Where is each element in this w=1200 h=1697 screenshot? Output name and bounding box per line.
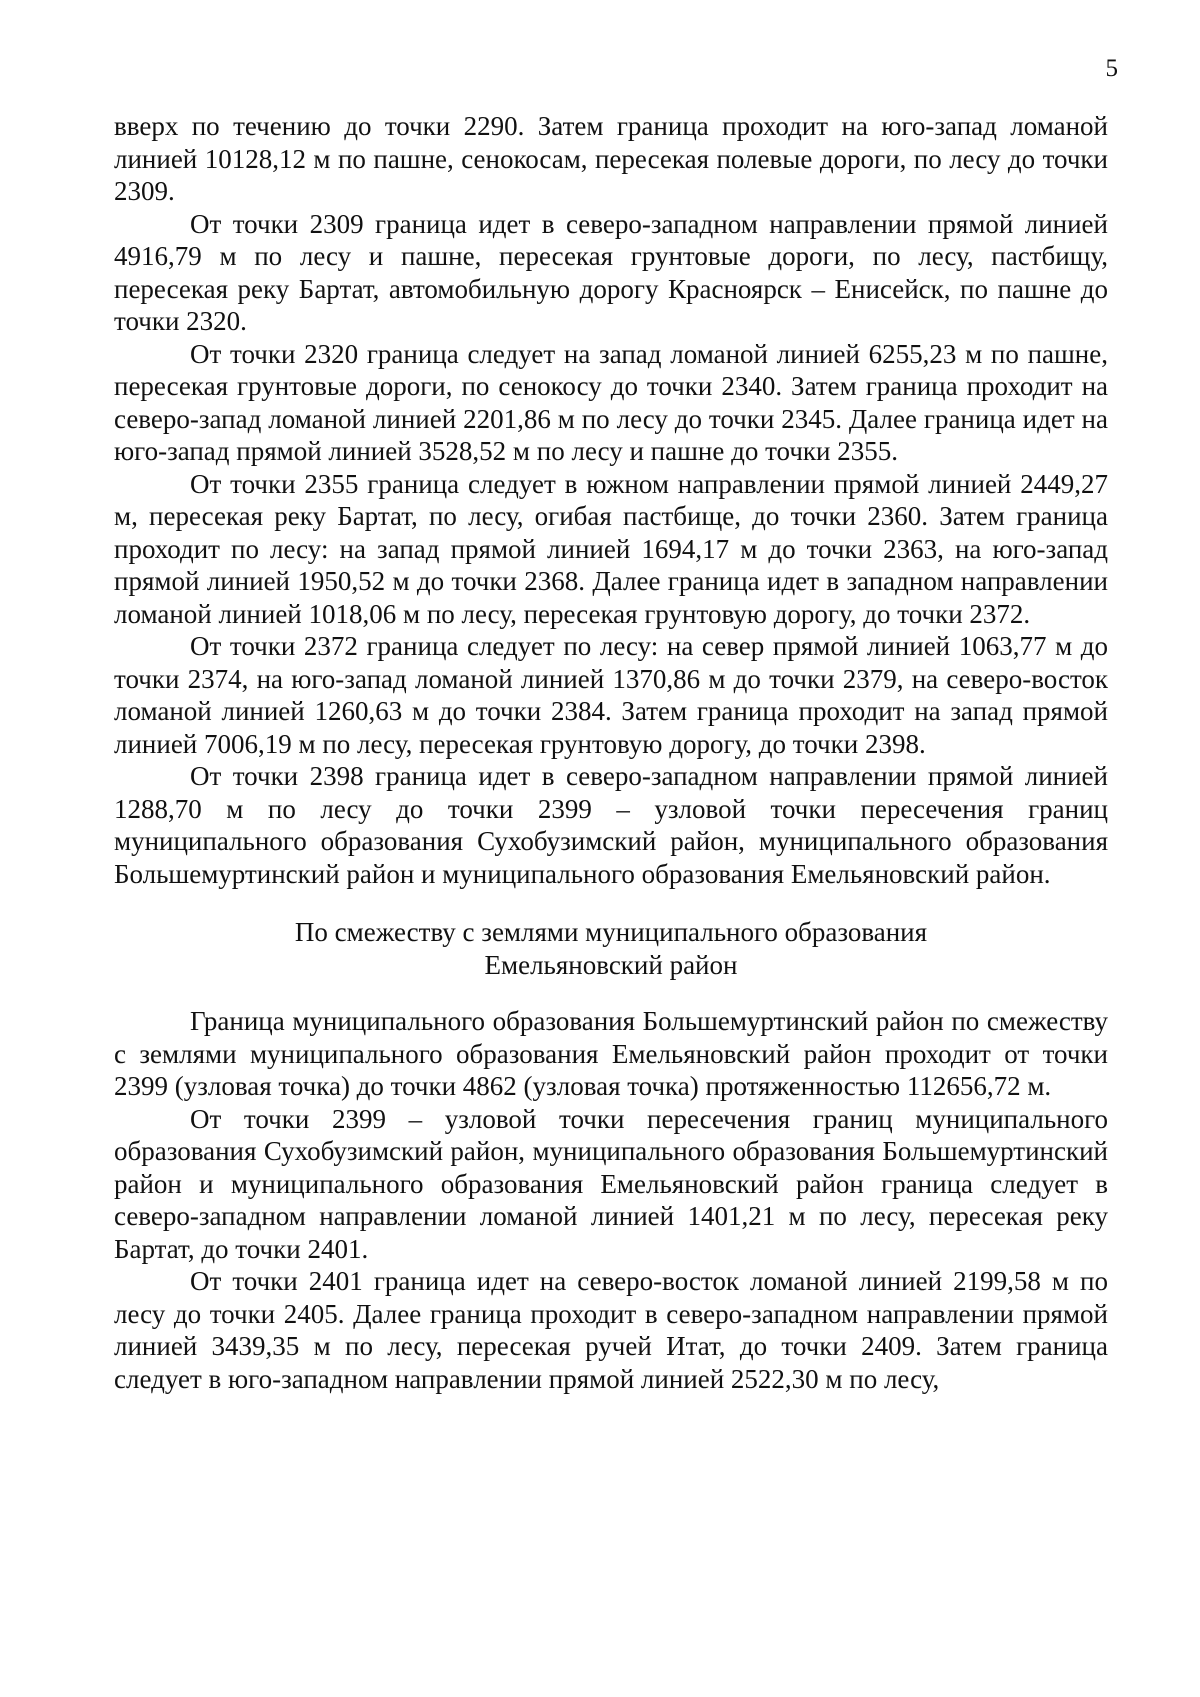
paragraph-point-2309: От точки 2309 граница идет в северо-западном направлении прямой линией 4916,79 м по лесу и пашне, пересекая грунтовые дороги, по лесу, пастбищу, пересекая реку Бартат, автомобильную дорогу Красноярск – Енисейск, по пашне до точки 2320. <box>114 208 1108 336</box>
section-heading-line-1: По смежеству с землями муниципального образования <box>294 917 928 947</box>
paragraph-point-2399: От точки 2399 – узловой точки пересечения границ муниципального образования Сухобузимский район, муниципального образования Большемуртинский район и муниципального образования Емельяновский район граница следует в северо-западном направлении ломаной линией 1401,21 м по лесу, пересекая реку Бартат, до точки 2401. <box>114 1103 1108 1264</box>
paragraph-point-2401: От точки 2401 граница идет на северо-восток ломаной линией 2199,58 м по лесу до точки 2405. Далее граница проходит в северо-западном направлении прямой линией 3439,35 м по лесу, пересекая ручей Итат, до точки 2409. Затем граница следует в юго-западном направлении прямой линией 2522,30 м по лесу, <box>114 1266 1108 1394</box>
paragraph-boundary-summary: Граница муниципального образования Большемуртинский район по смежеству с землями муниципального образования Емельяновский район проходит от точки 2399 (узловая точка) до точки 4862 (узловая точка) протяженностью 112656,72 м. <box>114 1006 1108 1101</box>
paragraph-point-2398: От точки 2398 граница идет в северо-западном направлении прямой линией 1288,70 м по лесу до точки 2399 – узловой точки пересечения границ муниципального образования Сухобузимский район, муниципального образования Большемуртинский район и муниципального образования Емельяновский район. <box>114 761 1108 889</box>
paragraph-point-2372: От точки 2372 граница следует по лесу: на север прямой линией 1063,77 м до точки 2374, на юго-запад ломаной линией 1370,86 м до точки 2379, на северо-восток ломаной линией 1260,63 м до точки 2384. Затем граница проходит на запад прямой линией 7006,19 м по лесу, пересекая грунтовую дорогу, до точки 2398. <box>114 631 1108 759</box>
section-heading <box>114 916 1108 981</box>
section-heading-line-2: Емельяновский район <box>484 949 738 980</box>
paragraph-point-2355: От точки 2355 граница следует в южном направлении прямой линией 2449,27 м, пересекая реку Бартат, по лесу, огибая пастбище, до точки 2360. Затем граница проходит по лесу: на запад прямой линией 1694,17 м до точки 2363, на юго-запад прямой линией 1950,52 м до точки 2368. Далее граница идет в западном направлении ломаной линией 1018,06 м по лесу, пересекая грунтовую дорогу, до точки 2372. <box>114 468 1108 629</box>
document-body <box>114 110 1108 1395</box>
paragraph-point-2320: От точки 2320 граница следует на запад ломаной линией 6255,23 м по пашне, пересекая грунтовые дороги, по сенокосу до точки 2340. Затем граница проходит на северо-запад ломаной линией 2201,86 м по лесу до точки 2345. Далее граница идет на юго-запад прямой линией 3528,52 м по лесу и пашне до точки 2355. <box>114 338 1108 466</box>
page-number: 5 <box>1105 55 1118 82</box>
paragraph-continuation: вверх по течению до точки 2290. Затем граница проходит на юго-запад ломаной линией 10128,12 м по пашне, сенокосам, пересекая полевые дороги, по лесу до точки 2309. <box>114 111 1108 206</box>
